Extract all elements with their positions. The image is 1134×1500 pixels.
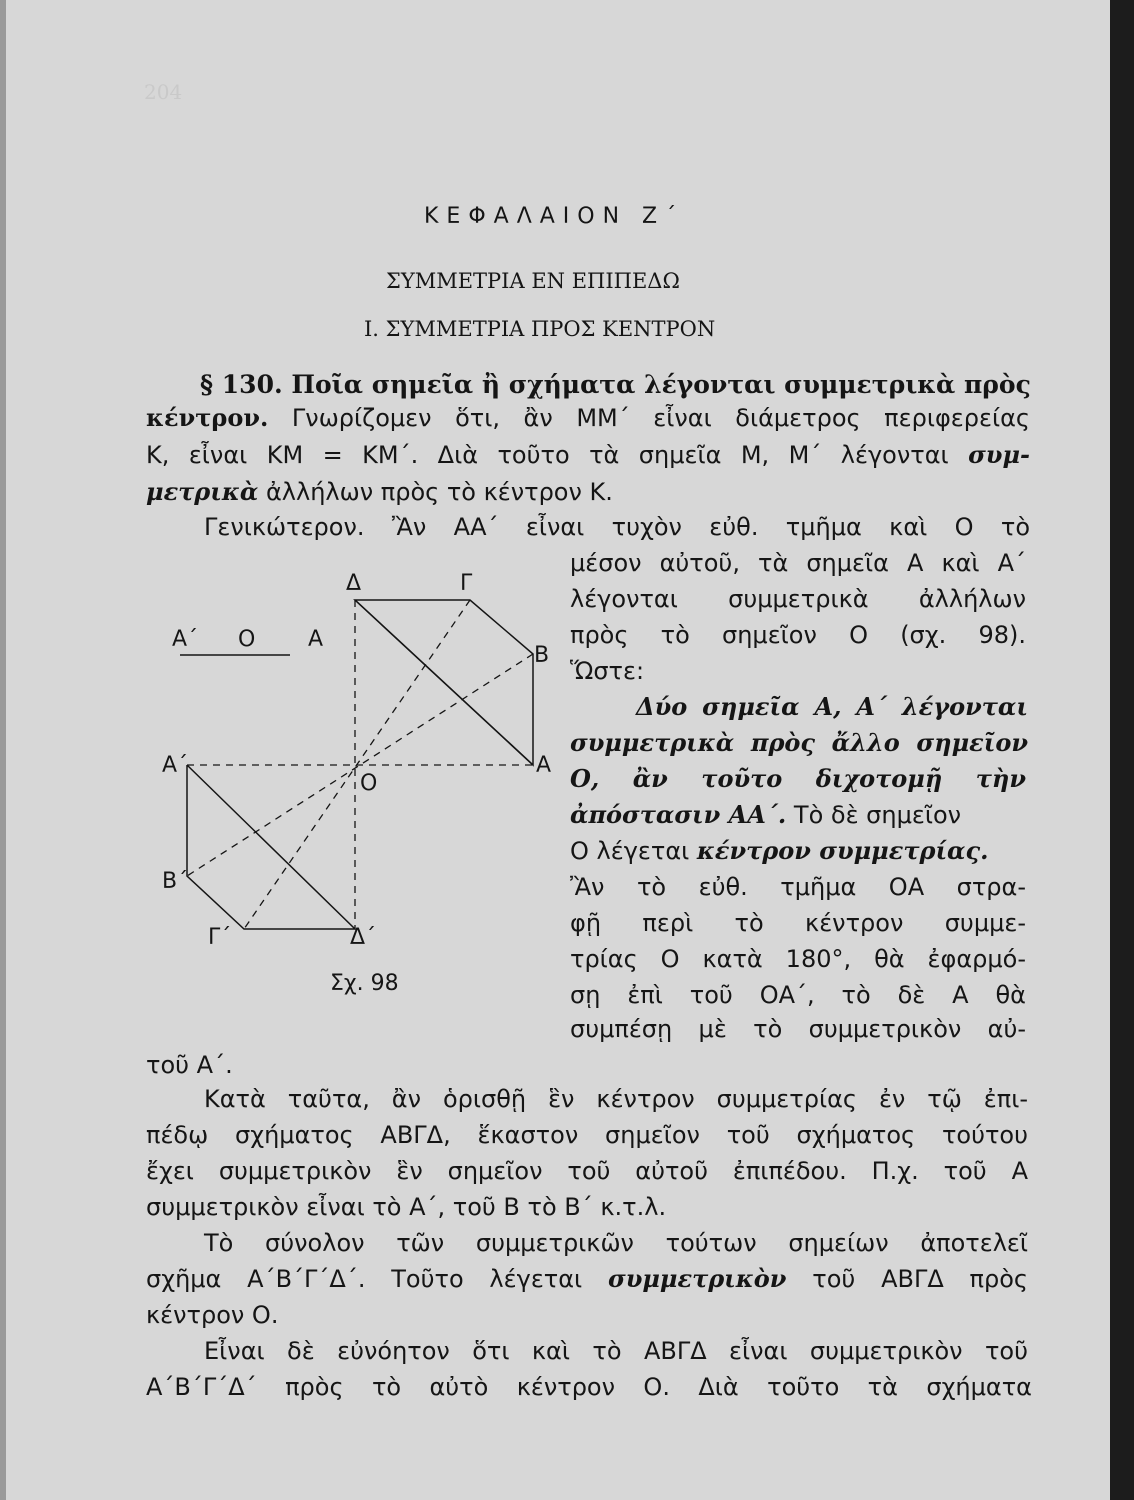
para1-heading-line: § 130. Ποῖα σημεῖα ἢ σχήματα λέγονται συμμετρικὰ πρὸς [200, 370, 1031, 399]
para4-line-3: κέντρον Ο. [146, 1301, 279, 1329]
para3-line-3: ἔχει συμμετρικὸν ἓν σημεῖον τοῦ αὐτοῦ ἐπιπέδου. Π.χ. τοῦ Α [146, 1157, 1028, 1185]
para2-line-9 [570, 836, 989, 866]
definition-line-2: συμμετρικὰ πρὸς ἄλλο σημεῖον [570, 728, 1028, 757]
symmetric-term: συμμετρικὸν [608, 1264, 787, 1293]
label-B: Β [534, 643, 550, 668]
figure-caption: Σχ. 98 [330, 971, 399, 996]
para2-line-2: μέσον αὐτοῦ, τὰ σημεῖα Α καὶ Α΄ [570, 549, 1026, 577]
label-B1: Β΄ [162, 869, 189, 894]
label-D: Δ [346, 571, 362, 596]
para2-line-11: φῇ περὶ τὸ κέντρον συμμε- [570, 909, 1026, 937]
definition-line-1: Δύο σημεῖα Α, Α΄ λέγονται [636, 692, 1028, 721]
para1-line-3 [146, 440, 1030, 470]
quad-A1B1G1D1-outline [187, 765, 355, 929]
para2-line-8 [570, 800, 961, 830]
diagonal-DA [355, 600, 533, 765]
para2-line-4: πρὸς τὸ σημεῖον Ο (σχ. 98). [570, 621, 1026, 649]
label-G: Γ [460, 571, 473, 596]
label-A1: Α΄ [162, 753, 189, 778]
para4-line-2-end: τοῦ ΑΒΓΔ πρὸς [812, 1265, 1029, 1293]
para5-line-1: Εἶναι δὲ εὐνόητον ὅτι καὶ τὸ ΑΒΓΔ εἶναι συμμετρικὸν τοῦ [204, 1337, 1028, 1365]
book-binding-shadow [1110, 0, 1134, 1500]
para1-term-end: μετρικὰ [146, 477, 259, 506]
para1-line-4-text: ἀλλήλων πρὸς τὸ κέντρον Κ. [265, 478, 613, 506]
para1-heading-end: κέντρον. [146, 403, 269, 432]
para2-line-12: τρίας Ο κατὰ 180°, θὰ ἐφαρμό- [570, 945, 1026, 973]
para4-line-1: Τὸ σύνολον τῶν συμμετρικῶν τούτων σημείων ἀποτελεῖ [204, 1229, 1028, 1257]
label-G1: Γ΄ [208, 925, 232, 950]
definition-line-3: Ο, ἂν τοῦτο διχοτομῇ τὴν [570, 764, 1026, 793]
para3-line-1: Κατὰ ταῦτα, ἂν ὁρισθῇ ἓν κέντρον συμμετρίας ἐν τῷ ἐπι- [204, 1085, 1028, 1113]
para2-line-5: Ὥστε: [570, 657, 645, 685]
label-A: Α [536, 753, 552, 778]
para2-line-8-text: Τὸ δὲ σημεῖον [793, 801, 962, 829]
para1-term-start: συμ- [968, 440, 1030, 469]
para4-line-2 [146, 1264, 1028, 1294]
label-O: Ο [360, 771, 378, 796]
para2-line-15: τοῦ Α΄. [146, 1051, 233, 1079]
para2-line-3: λέγονται συμμετρικὰ ἀλλήλων [570, 585, 1026, 613]
center-of-symmetry-term: κέντρον συμμετρίας. [696, 836, 989, 865]
page-title: ΣΥΜΜΕΤΡΙΑ ΕΝ ΕΠΙΠΕΔΩ [386, 269, 680, 293]
figure-98 [150, 560, 570, 1010]
para1-line-4 [146, 477, 613, 507]
page-left-edge [0, 0, 6, 1500]
para3-line-2: πέδῳ σχήματος ΑΒΓΔ, ἕκαστον σημεῖον τοῦ σχήματος τούτου [146, 1121, 1028, 1149]
para1-line-3-text: Κ, εἶναι ΚΜ = ΚΜ΄. Διὰ τοῦτο τὰ σημεῖα Μ, Μ΄ λέγονται [146, 441, 949, 469]
ghost-page-number: 204 [144, 80, 183, 104]
para4-line-2-text: σχῆμα Α΄Β΄Γ΄Δ΄. Τοῦτο λέγεται [146, 1265, 583, 1293]
para1-line-2 [146, 403, 1030, 433]
para2-line-10: Ἂν τὸ εὐθ. τμῆμα ΟΑ στρα- [570, 873, 1026, 901]
para2-line-13: σῃ ἐπὶ τοῦ ΟΑ΄, τὸ δὲ Α θὰ [570, 981, 1026, 1009]
para5-line-2: Α΄Β΄Γ΄Δ΄ πρὸς τὸ αὐτὸ κέντρον Ο. Διὰ τοῦτο τὰ σχήματα [146, 1373, 1032, 1401]
small-label-A: Α [308, 627, 324, 652]
para2-line-1: Γενικώτερον. Ἂν ΑΑ΄ εἶναι τυχὸν εὐθ. τμῆμα καὶ Ο τὸ [204, 513, 1030, 541]
para2-line-14: συμπέσῃ μὲ τὸ συμμετρικὸν αὐ- [570, 1015, 1026, 1043]
section-heading: Ι. ΣΥΜΜΕΤΡΙΑ ΠΡΟΣ ΚΕΝΤΡΟΝ [364, 317, 716, 341]
chapter-heading: ΚΕΦΑΛΑΙΟΝ Ζ΄ [424, 204, 685, 229]
para2-line-9-text: Ο λέγεται [570, 837, 690, 865]
para1-line-2-text: Γνωρίζομεν ὅτι, ἂν ΜΜ΄ εἶναι διάμετρος περιφερείας [291, 404, 1030, 432]
small-label-A1: Α΄ [172, 627, 199, 652]
label-D1: Δ΄ [350, 925, 377, 950]
definition-line-4: ἀπόστασιν ΑΑ΄. [570, 800, 787, 829]
para3-line-4: συμμετρικὸν εἶναι τὸ Α΄, τοῦ Β τὸ Β΄ κ.τ.λ. [146, 1193, 667, 1221]
small-label-O: Ο [238, 627, 256, 652]
